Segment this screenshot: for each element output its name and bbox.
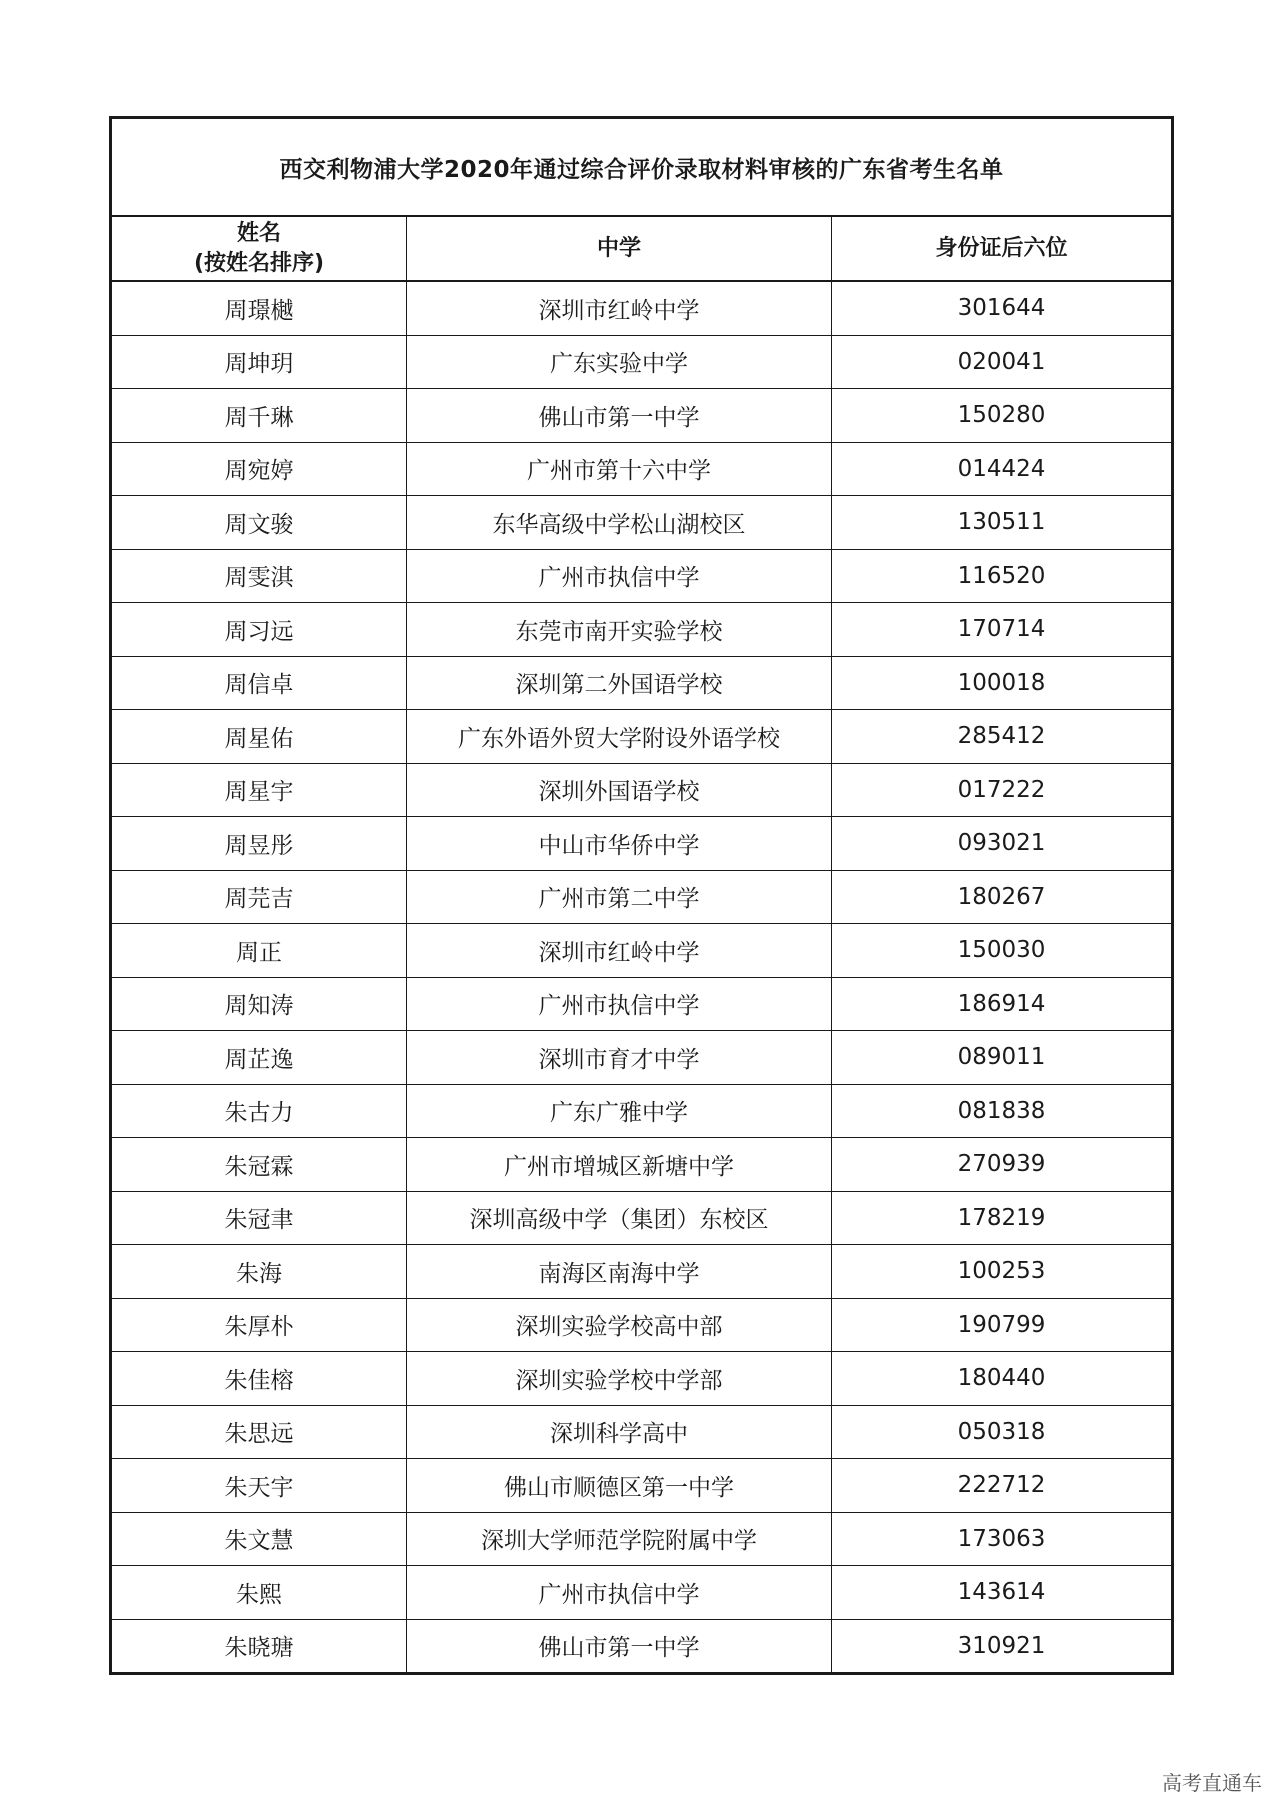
- school-cell: 深圳实验学校高中部: [407, 1298, 832, 1352]
- student-name-cell: 周宛婷: [111, 442, 407, 496]
- school-cell: 东华高级中学松山湖校区: [407, 496, 832, 550]
- table-row: [111, 389, 1173, 443]
- school-cell: 广东广雅中学: [407, 1084, 832, 1138]
- student-name-cell: 周信卓: [111, 656, 407, 710]
- table-row: [111, 1352, 1173, 1406]
- school-cell: 广州市执信中学: [407, 1566, 832, 1620]
- id-suffix-cell: 150280: [832, 389, 1173, 443]
- id-suffix-cell: 017222: [832, 763, 1173, 817]
- id-suffix-cell: 100253: [832, 1245, 1173, 1299]
- school-cell: 深圳科学高中: [407, 1405, 832, 1459]
- column-header-school: 中学: [407, 216, 832, 281]
- admission-list-table: [109, 116, 1174, 1675]
- student-name-cell: 周昱彤: [111, 817, 407, 871]
- table-row: [111, 1084, 1173, 1138]
- school-cell: 广州市执信中学: [407, 549, 832, 603]
- id-suffix-cell: 222712: [832, 1459, 1173, 1513]
- student-name-cell: 朱天宇: [111, 1459, 407, 1513]
- id-suffix-cell: 310921: [832, 1619, 1173, 1674]
- school-cell: 佛山市顺德区第一中学: [407, 1459, 832, 1513]
- table-row: [111, 1459, 1173, 1513]
- school-cell: 深圳实验学校中学部: [407, 1352, 832, 1406]
- student-name-cell: 朱思远: [111, 1405, 407, 1459]
- student-name-cell: 周星宇: [111, 763, 407, 817]
- student-name-cell: 周芫吉: [111, 870, 407, 924]
- school-cell: 深圳外国语学校: [407, 763, 832, 817]
- school-cell: 中山市华侨中学: [407, 817, 832, 871]
- table-row: [111, 1298, 1173, 1352]
- id-suffix-cell: 186914: [832, 977, 1173, 1031]
- id-suffix-cell: 173063: [832, 1512, 1173, 1566]
- id-suffix-cell: 301644: [832, 281, 1173, 335]
- student-name-cell: 朱古力: [111, 1084, 407, 1138]
- id-suffix-cell: 143614: [832, 1566, 1173, 1620]
- school-cell: 东莞市南开实验学校: [407, 603, 832, 657]
- student-name-cell: 朱冠聿: [111, 1191, 407, 1245]
- table-row: [111, 656, 1173, 710]
- table-row: [111, 924, 1173, 978]
- school-cell: 深圳第二外国语学校: [407, 656, 832, 710]
- id-suffix-cell: 130511: [832, 496, 1173, 550]
- id-suffix-cell: 270939: [832, 1138, 1173, 1192]
- student-name-cell: 朱熙: [111, 1566, 407, 1620]
- school-cell: 深圳大学师范学院附属中学: [407, 1512, 832, 1566]
- student-name-cell: 朱晓瑭: [111, 1619, 407, 1674]
- id-suffix-cell: 178219: [832, 1191, 1173, 1245]
- student-name-cell: 朱佳榕: [111, 1352, 407, 1406]
- table-body: [111, 281, 1173, 1674]
- table-row: [111, 1245, 1173, 1299]
- student-name-cell: 周习远: [111, 603, 407, 657]
- student-name-cell: 周星佑: [111, 710, 407, 764]
- id-suffix-cell: 116520: [832, 549, 1173, 603]
- id-suffix-cell: 081838: [832, 1084, 1173, 1138]
- school-cell: 南海区南海中学: [407, 1245, 832, 1299]
- school-cell: 广州市第二中学: [407, 870, 832, 924]
- school-cell: 深圳市育才中学: [407, 1031, 832, 1085]
- school-cell: 深圳市红岭中学: [407, 924, 832, 978]
- school-cell: 佛山市第一中学: [407, 1619, 832, 1674]
- column-header-id-suffix: 身份证后六位: [832, 216, 1173, 281]
- school-cell: 深圳高级中学（集团）东校区: [407, 1191, 832, 1245]
- id-suffix-cell: 050318: [832, 1405, 1173, 1459]
- id-suffix-cell: 100018: [832, 656, 1173, 710]
- id-suffix-cell: 093021: [832, 817, 1173, 871]
- table-row: [111, 870, 1173, 924]
- student-name-cell: 周芷逸: [111, 1031, 407, 1085]
- id-suffix-cell: 150030: [832, 924, 1173, 978]
- table-row: [111, 549, 1173, 603]
- table-row: [111, 763, 1173, 817]
- school-cell: 深圳市红岭中学: [407, 281, 832, 335]
- student-name-cell: 周文骏: [111, 496, 407, 550]
- student-name-cell: 周千琳: [111, 389, 407, 443]
- table-row: [111, 977, 1173, 1031]
- student-name-cell: 周正: [111, 924, 407, 978]
- table-header-row: [111, 216, 1173, 281]
- id-suffix-cell: 285412: [832, 710, 1173, 764]
- id-suffix-cell: 190799: [832, 1298, 1173, 1352]
- id-suffix-cell: 180267: [832, 870, 1173, 924]
- student-name-cell: 朱厚朴: [111, 1298, 407, 1352]
- column-header-name-line2: (按姓名排序): [193, 250, 325, 276]
- id-suffix-cell: 180440: [832, 1352, 1173, 1406]
- student-name-cell: 周知涛: [111, 977, 407, 1031]
- student-name-cell: 朱文慧: [111, 1512, 407, 1566]
- table-row: [111, 1191, 1173, 1245]
- id-suffix-cell: 014424: [832, 442, 1173, 496]
- document-title: 西交利物浦大学2020年通过综合评价录取材料审核的广东省考生名单: [111, 118, 1173, 217]
- table-row: [111, 1405, 1173, 1459]
- table-row: [111, 1138, 1173, 1192]
- table-row: [111, 1566, 1173, 1620]
- school-cell: 佛山市第一中学: [407, 389, 832, 443]
- school-cell: 广州市增城区新塘中学: [407, 1138, 832, 1192]
- table-row: [111, 1619, 1173, 1674]
- id-suffix-cell: 020041: [832, 335, 1173, 389]
- table-row: [111, 1512, 1173, 1566]
- watermark: 高考直通车: [1162, 1771, 1262, 1795]
- table-row: [111, 281, 1173, 335]
- student-name-cell: 周璟樾: [111, 281, 407, 335]
- table-row: [111, 603, 1173, 657]
- table-row: [111, 1031, 1173, 1085]
- school-cell: 广州市执信中学: [407, 977, 832, 1031]
- student-name-cell: 周坤玥: [111, 335, 407, 389]
- school-cell: 广东实验中学: [407, 335, 832, 389]
- student-name-cell: 朱海: [111, 1245, 407, 1299]
- column-header-name: [111, 216, 407, 281]
- table-row: [111, 496, 1173, 550]
- table-row: [111, 710, 1173, 764]
- student-name-cell: 周雯淇: [111, 549, 407, 603]
- school-cell: 广州市第十六中学: [407, 442, 832, 496]
- id-suffix-cell: 170714: [832, 603, 1173, 657]
- id-suffix-cell: 089011: [832, 1031, 1173, 1085]
- column-header-name-line1: 姓名: [236, 220, 281, 246]
- table-row: [111, 442, 1173, 496]
- school-cell: 广东外语外贸大学附设外语学校: [407, 710, 832, 764]
- table-row: [111, 335, 1173, 389]
- student-name-cell: 朱冠霖: [111, 1138, 407, 1192]
- table-row: [111, 817, 1173, 871]
